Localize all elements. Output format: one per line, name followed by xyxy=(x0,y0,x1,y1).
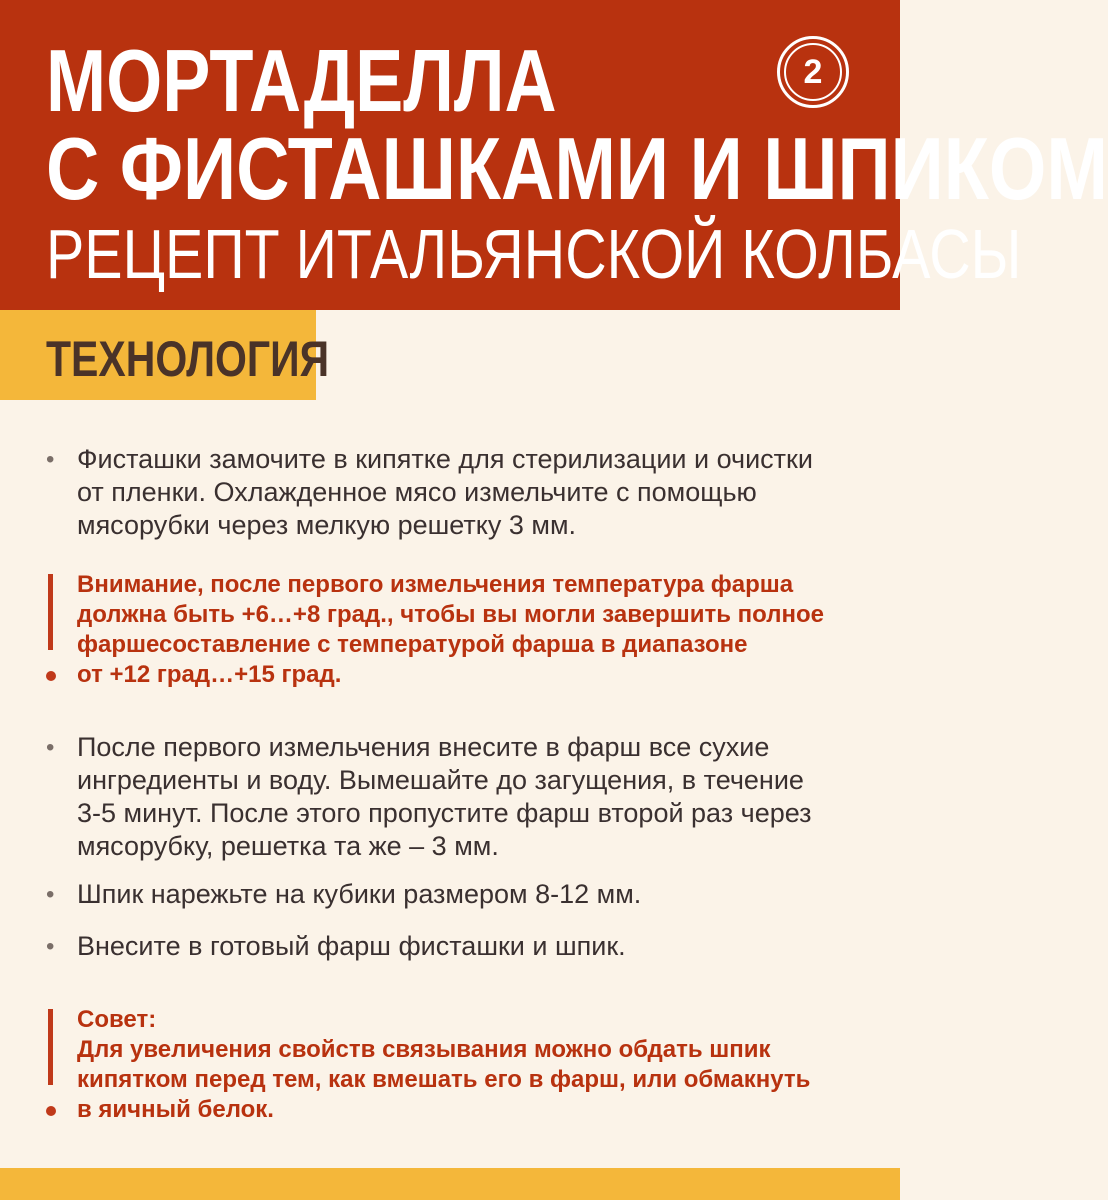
text-line: Внимание, после первого измельчения температура фарша xyxy=(77,571,794,598)
page-number-badge xyxy=(777,36,849,108)
text-line: Внесите в готовый фарш фисташки и шпик. xyxy=(77,931,626,961)
bullet-text xyxy=(77,443,866,542)
bullet-icon: • xyxy=(46,933,55,960)
list-item xyxy=(46,443,866,542)
bullet-text xyxy=(77,878,866,911)
tip-note xyxy=(46,1005,866,1125)
section-title: ТЕХНОЛОГИЯ xyxy=(46,331,330,387)
text-line: кипятком перед тем, как вмешать его в фарш, или обмакнуть xyxy=(77,1066,811,1093)
list-item xyxy=(46,930,866,963)
footer-bar xyxy=(0,1168,900,1200)
text-line: в яичный белок. xyxy=(77,1096,274,1123)
note-bar-icon xyxy=(48,1009,53,1085)
text-line: фаршесоставление с температурой фарша в диапазоне xyxy=(77,631,748,658)
note-text xyxy=(77,1005,866,1125)
text-line: После первого измельчения внесите в фарш все сухие xyxy=(77,732,770,762)
note-bar-icon xyxy=(48,574,53,650)
bullet-icon: • xyxy=(46,734,55,761)
text-line: от пленки. Охлажденное мясо измельчите с помощью xyxy=(77,477,757,507)
text-line: мясорубки через мелкую решетку 3 мм. xyxy=(77,510,577,540)
text-line: от +12 град…+15 град. xyxy=(77,661,342,688)
note-dot-icon xyxy=(46,1106,56,1116)
text-line: Для увеличения свойств связывания можно обдать шпик xyxy=(77,1036,771,1063)
text-line: Шпик нарежьте на кубики размером 8-12 мм. xyxy=(77,879,642,909)
note-dot-icon xyxy=(46,671,56,681)
text-line: Фисташки замочите в кипятке для стерилизации и очистки xyxy=(77,444,813,474)
text-line: ингредиенты и воду. Вымешайте до загущения, в течение xyxy=(77,765,804,795)
list-item xyxy=(46,878,866,911)
header-banner xyxy=(0,0,1108,310)
bullet-text xyxy=(77,731,866,863)
text-line: должна быть +6…+8 град., чтобы вы могли завершить полное xyxy=(77,601,824,628)
bullet-icon: • xyxy=(46,446,55,473)
text-line: 3-5 минут. После этого пропустите фарш второй раз через xyxy=(77,798,812,828)
bullet-icon: • xyxy=(46,881,55,908)
list-item xyxy=(46,731,866,863)
title-line-2: С ФИСТАШКАМИ И ШПИКОМ xyxy=(46,119,1108,218)
tip-label: Совет: xyxy=(77,1006,157,1033)
subtitle: РЕЦЕПТ ИТАЛЬЯНСКОЙ КОЛБАСЫ xyxy=(46,215,1022,293)
title-line-1: МОРТАДЕЛЛА xyxy=(46,31,557,130)
note-text xyxy=(77,570,866,690)
page-number: 2 xyxy=(784,43,842,101)
text-line: мясорубку, решетка та же – 3 мм. xyxy=(77,831,499,861)
bullet-text xyxy=(77,930,866,963)
warning-note xyxy=(46,570,866,690)
section-tag xyxy=(0,310,330,400)
